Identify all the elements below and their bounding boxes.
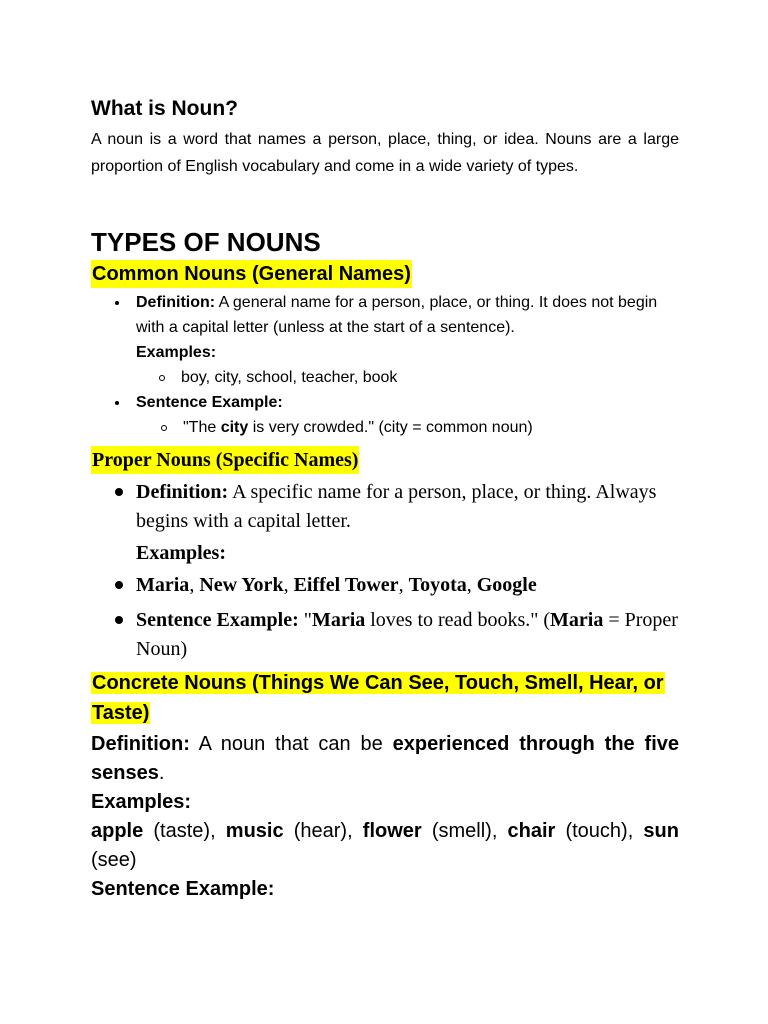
example-word: Google	[476, 574, 537, 596]
list-item	[91, 390, 679, 415]
sentence-text: is very crowded." (city = common noun)	[248, 419, 533, 436]
concrete-definition	[91, 730, 679, 788]
sentence-text: "The	[183, 419, 221, 436]
sentence-bold-word: Maria	[311, 609, 366, 631]
list-item	[91, 365, 679, 390]
example-word: sun	[643, 820, 679, 842]
example-word: apple	[91, 820, 144, 842]
example-sense: (see)	[91, 849, 137, 871]
definition-label: Definition:	[136, 294, 216, 311]
definition-bold-text: experienced through the five senses	[91, 733, 679, 784]
definition-text: A noun that can be	[189, 733, 393, 755]
concrete-examples-label	[91, 788, 679, 817]
definition-label: Definition:	[136, 481, 229, 503]
example-word: Maria	[136, 574, 190, 596]
example-word: flower	[362, 820, 422, 842]
common-nouns-list	[91, 290, 679, 440]
examples-text: boy, city, school, teacher, book	[181, 369, 398, 386]
example-word: Toyota	[408, 574, 467, 596]
separator: ,	[466, 574, 477, 596]
separator: ,	[283, 574, 294, 596]
list-item	[91, 571, 679, 600]
examples-label: Examples:	[91, 791, 192, 813]
sentence-bold-word: city	[220, 419, 249, 436]
definition-text: A specific name for a person, place, or thing. Always begins with a capital letter.	[136, 481, 657, 532]
section-title-proper-nouns: Proper Nouns (Specific Names)	[91, 446, 359, 474]
example-word: Eiffel Tower	[293, 574, 399, 596]
document-page	[91, 92, 679, 904]
sentence-text: "	[298, 609, 312, 631]
definition-text: .	[158, 762, 165, 784]
examples-label: Examples:	[136, 344, 217, 361]
examples-label: Examples:	[136, 542, 226, 564]
example-sense: (taste),	[143, 820, 226, 842]
list-item	[91, 606, 679, 664]
intro-paragraph: A noun is a word that names a person, place, thing, or idea. Nouns are a large proportion of English vocabulary and come in a wide variety of types.	[91, 131, 679, 175]
sentence-text: = Proper Noun)	[136, 609, 678, 660]
example-sense: (hear),	[283, 820, 363, 842]
example-sense: (touch),	[555, 820, 644, 842]
definition-text: A general name for a person, place, or thing. It does not begin with a capital letter (unless at the start of a sentence).	[136, 294, 658, 336]
proper-nouns-list	[91, 478, 679, 664]
list-item	[91, 415, 679, 440]
heading-types-of-nouns: TYPES OF NOUNS	[91, 227, 321, 257]
section-title-common-nouns: Common Nouns (General Names)	[91, 260, 412, 288]
example-sense: (smell),	[421, 820, 508, 842]
list-item	[91, 290, 679, 365]
example-word: music	[225, 820, 284, 842]
separator: ,	[189, 574, 200, 596]
list-item	[91, 478, 679, 568]
separator: ,	[398, 574, 409, 596]
sentence-example-label: Sentence Example:	[136, 394, 283, 411]
sentence-example-label: Sentence Example:	[91, 878, 275, 900]
sentence-text: loves to read books." (	[365, 609, 551, 631]
section-title-concrete-nouns: Concrete Nouns (Things We Can See, Touch, Smell, Hear, or Taste)	[92, 672, 664, 724]
sentence-bold-word: Maria	[550, 609, 604, 631]
concrete-examples	[91, 817, 679, 875]
definition-label: Definition:	[91, 733, 190, 755]
example-word: chair	[507, 820, 556, 842]
sentence-example-label: Sentence Example:	[136, 609, 299, 631]
example-word: New York	[199, 574, 284, 596]
concrete-sentence-label	[91, 875, 679, 904]
heading-what-is-noun: What is Noun?	[91, 97, 238, 120]
